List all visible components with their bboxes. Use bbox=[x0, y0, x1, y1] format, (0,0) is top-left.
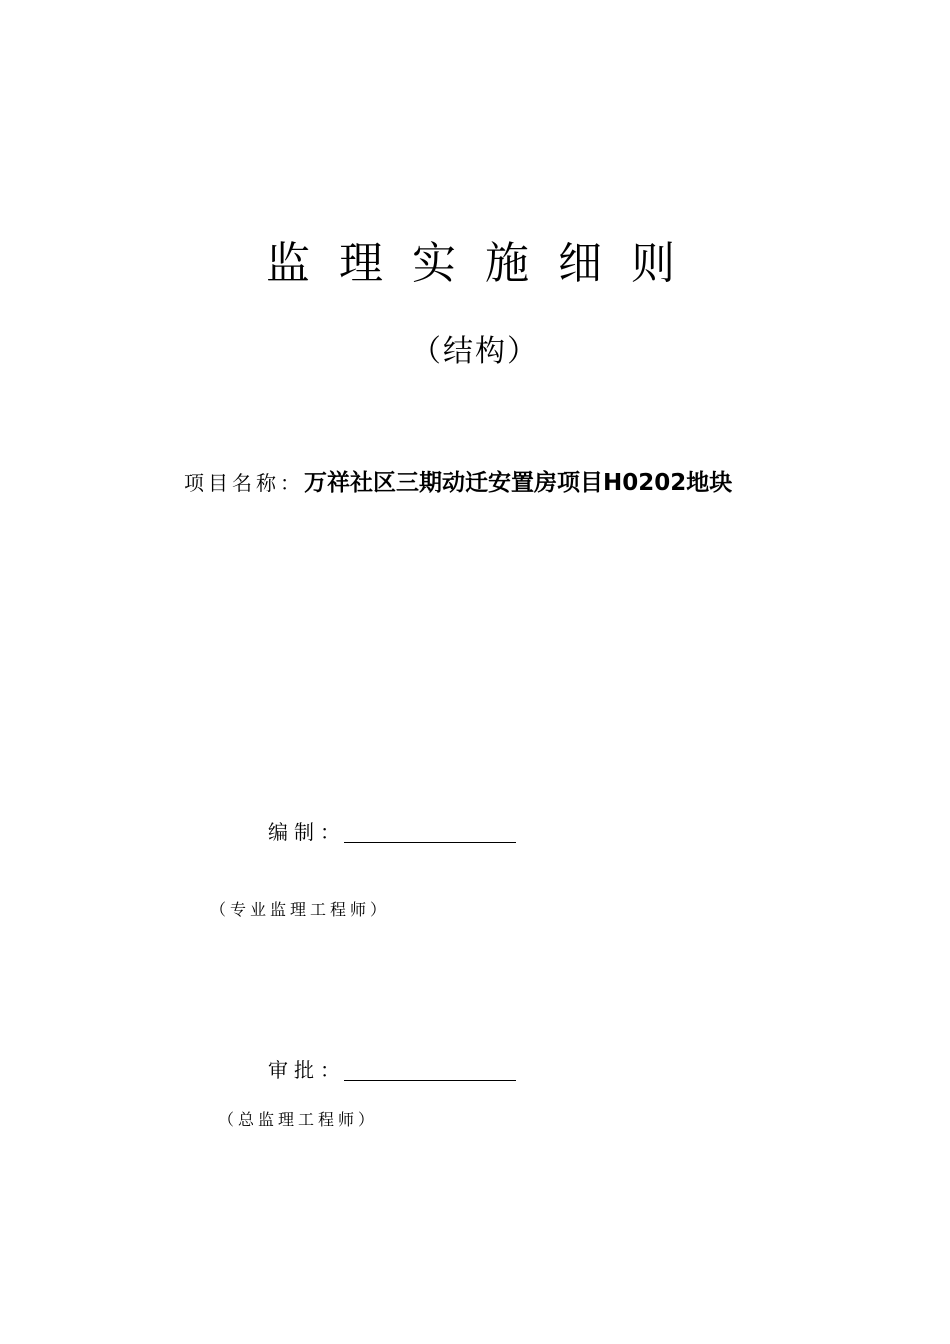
document-subtitle: （结构） bbox=[411, 334, 539, 369]
project-name-label: 项目名称： bbox=[184, 471, 304, 495]
approve-signature-line[interactable] bbox=[344, 1080, 516, 1081]
project-name-line bbox=[184, 466, 732, 502]
approve-role-note: （总监理工程师） bbox=[218, 1110, 379, 1129]
compile-label: 编制： bbox=[268, 820, 346, 844]
document-title: 监理实施细则 bbox=[266, 238, 704, 289]
project-name-value: 万祥社区三期动迁安置房项目H0202地块 bbox=[304, 470, 733, 496]
compile-role-note: （专业监理工程师） bbox=[210, 900, 391, 919]
approve-label: 审批： bbox=[268, 1058, 346, 1082]
compile-signature-line[interactable] bbox=[344, 842, 516, 843]
